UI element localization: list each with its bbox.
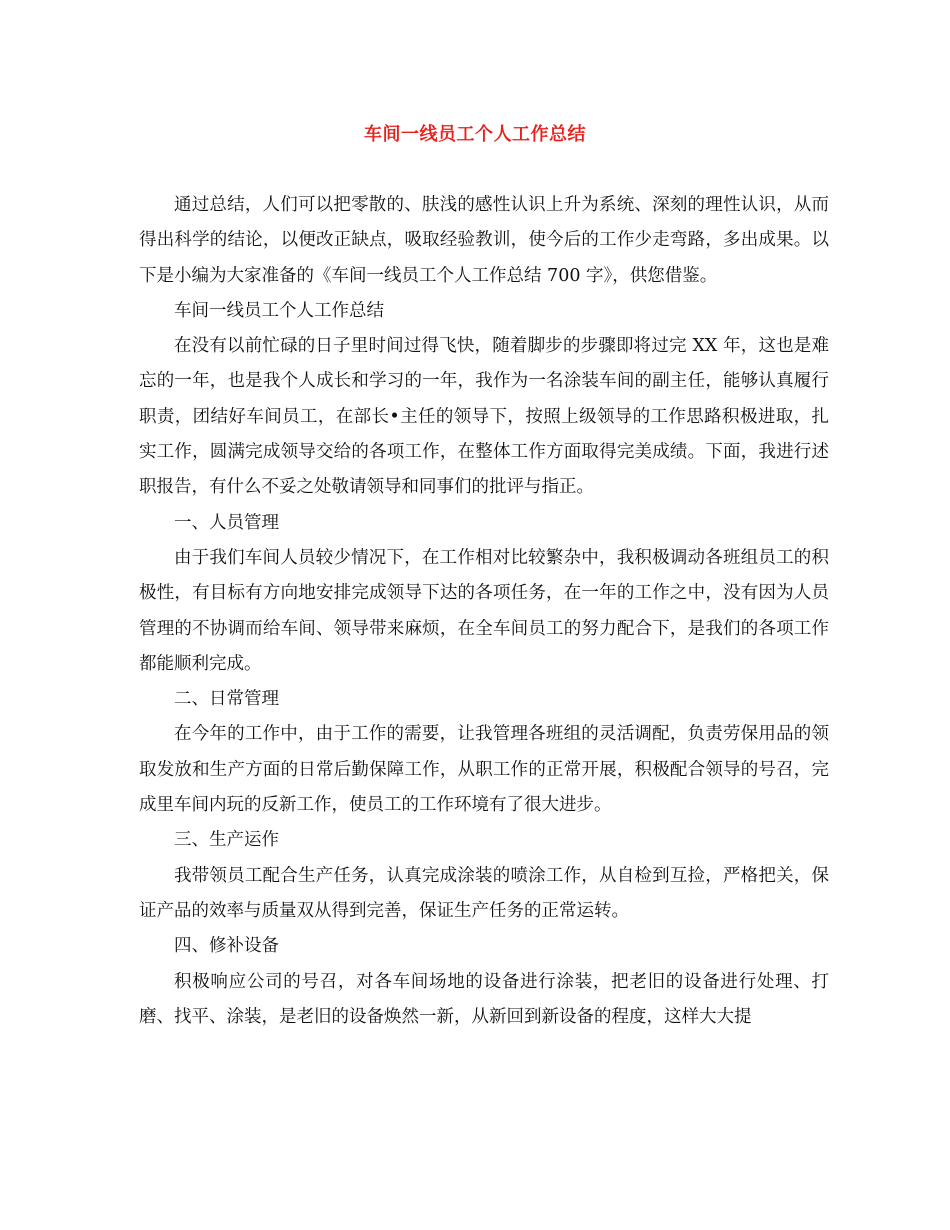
document-body: [139, 188, 829, 1035]
paragraph-intro: 通过总结，人们可以把零散的、肤浅的感性认识上升为系统、深刻的理性认识，从而得出科学的结论，以便改正缺点，吸取经验教训，使今后的工作少走弯路，多出成果。以下是小编为大家准备的《车间一线员工个人工作总结 700 字》，供您借鉴。: [139, 195, 829, 286]
paragraph-equipment: 积极响应公司的号召，对各车间场地的设备进行涂装，把老旧的设备进行处理、打磨、找平、涂装，是老旧的设备焕然一新，从新回到新设备的程度，这样大大提: [139, 971, 829, 1027]
paragraph-personnel: 由于我们车间人员较少情况下，在工作相对比较繁杂中，我积极调动各班组员工的积极性，有目标有方向地安排完成领导下达的各项任务，在一年的工作之中，没有因为人员管理的不协调而给车间、领导带来麻烦，在全车间员工的努力配合下，是我们的各项工作都能顺利完成。: [139, 547, 829, 674]
paragraph-daily: 在今年的工作中，由于工作的需要，让我管理各班组的灵活调配，负责劳保用品的领取发放和生产方面的日常后勤保障工作，从职工作的正常开展，积极配合领导的号召，完成里车间内玩的反新工作，使员工的工作环境有了很大进步。: [139, 724, 829, 816]
paragraph-subtitle: 车间一线员工个人工作总结: [174, 300, 384, 321]
document-title: 车间一线员工个人工作总结: [364, 124, 586, 145]
section-heading-equipment: 四、修补设备: [174, 936, 279, 957]
section-heading-daily: 二、日常管理: [174, 689, 279, 710]
paragraph-overview: 在没有以前忙碌的日子里时间过得飞快，随着脚步的步骤即将过完 XX 年，这也是难忘的一年，也是我个人成长和学习的一年，我作为一名涂装车间的副主任，能够认真履行职责，团结好车间员工，在部长•主任的领导下，按照上级领导的工作思路积极进取，扎实工作，圆满完成领导交给的各项工作，在整体工作方面取得完美成绩。下面，我进行述职报告，有什么不妥之处敬请领导和同事们的批评与指正。: [139, 336, 829, 498]
section-heading-personnel: 一、人员管理: [174, 512, 279, 533]
section-heading-production: 三、生产运作: [174, 830, 279, 851]
paragraph-production: 我带领员工配合生产任务，认真完成涂装的喷涂工作，从自检到互捡，严格把关，保证产品的效率与质量双从得到完善，保证生产任务的正常运转。: [139, 865, 829, 921]
